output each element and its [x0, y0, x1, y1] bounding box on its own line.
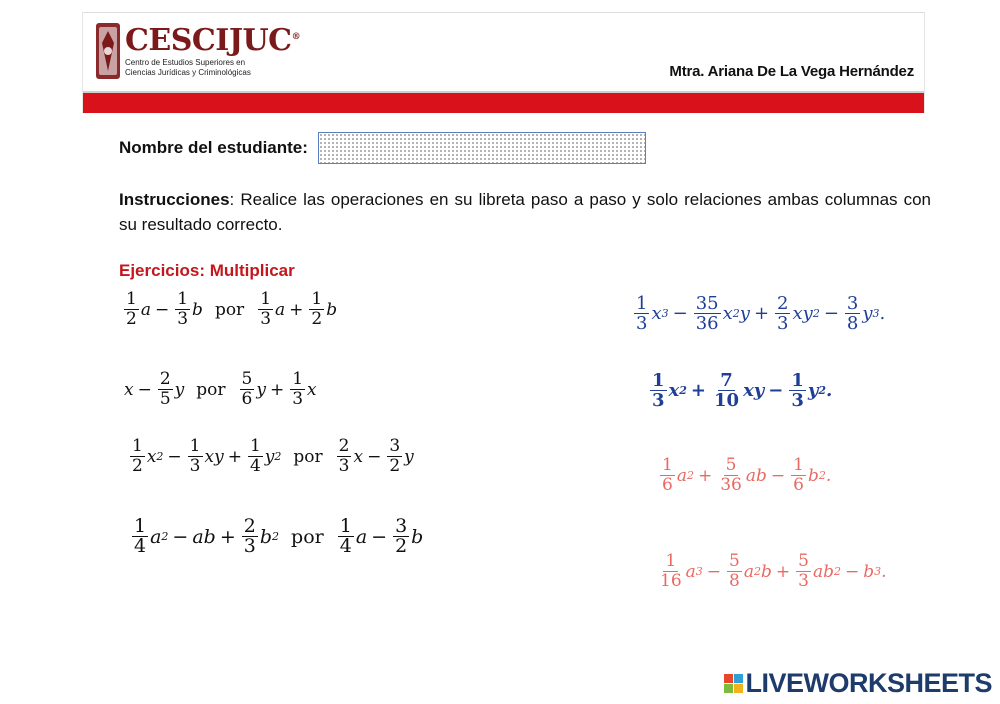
- seal-icon: [95, 21, 121, 81]
- answer-1[interactable]: $\frac{1}{3}$ x 3 − $\frac{35}{36}$ x 2 y + $\frac{2}{3}$ xy 2 − $\frac{3}{8}$ y 3 .: [636, 293, 886, 334]
- student-name-row: [119, 132, 646, 164]
- exercise-3: $\frac{1}{2}$ x 2 − $\frac{1}{3}$ xy + $\frac{1}{4}$ y 2 por $\frac{2}{3}$ x − $\frac{3}{2}$ y: [132, 436, 414, 476]
- answer-4[interactable]: $\frac{1}{16}$ a 3 − $\frac{5}{8}$ a 2 b + $\frac{5}{3}$ ab 2 − b 3 .: [660, 551, 887, 591]
- document-header: [82, 12, 925, 113]
- instructions: [119, 187, 931, 237]
- exercise-2: x − $\frac{2}{5}$ y por $\frac{5}{6}$ y + $\frac{1}{3}$ x: [124, 369, 317, 409]
- header-red-bar: [83, 93, 924, 113]
- liveworksheets-icon: [724, 674, 743, 693]
- exercise-word: por: [196, 379, 226, 400]
- answer-2[interactable]: $\frac{1}{3}$ x 2 + $\frac{7}{10}$ xy − $\frac{1}{3}$ y 2 .: [652, 370, 833, 411]
- exercise-1: $\frac{1}{2}$ a − $\frac{1}{3}$ b por $\frac{1}{3}$ a + $\frac{1}{2}$ b: [126, 289, 338, 329]
- student-name-label: Nombre del estudiante:: [119, 138, 308, 157]
- logo-subtitle-line-1: Centro de Estudios Superiores en: [125, 58, 246, 67]
- logo-name: CESCIJUC: [125, 23, 292, 58]
- logo-subtitle-line-2: Ciencias Jurídicas y Criminológicas: [125, 68, 251, 77]
- logo-registered-mark: ®: [291, 32, 301, 42]
- exercise-word: por: [293, 446, 323, 467]
- teacher-name: Mtra. Ariana De La Vega Hernández: [669, 63, 914, 80]
- exercise-word: por: [214, 299, 245, 320]
- instructions-text: : Realice las operaciones en su libreta paso a paso y solo relaciones ambas columnas con su resultado correcto.: [119, 190, 931, 234]
- section-title: Ejercicios: Multiplicar: [119, 261, 295, 280]
- student-name-input[interactable]: [318, 132, 646, 164]
- liveworksheets-logo: [724, 668, 992, 699]
- exercise-word: por: [291, 525, 324, 548]
- liveworksheets-text: LIVEWORKSHEETS: [745, 668, 992, 698]
- answer-3[interactable]: $\frac{1}{6}$ a 2 + $\frac{5}{36}$ ab − $\frac{1}{6}$ b 2 .: [662, 455, 832, 495]
- instructions-label: Instrucciones: [119, 190, 230, 209]
- exercise-4: $\frac{1}{4}$ a 2 − ab + $\frac{2}{3}$ b 2 por $\frac{1}{4}$ a − $\frac{3}{2}$ b: [134, 515, 424, 557]
- institution-logo: [95, 21, 300, 81]
